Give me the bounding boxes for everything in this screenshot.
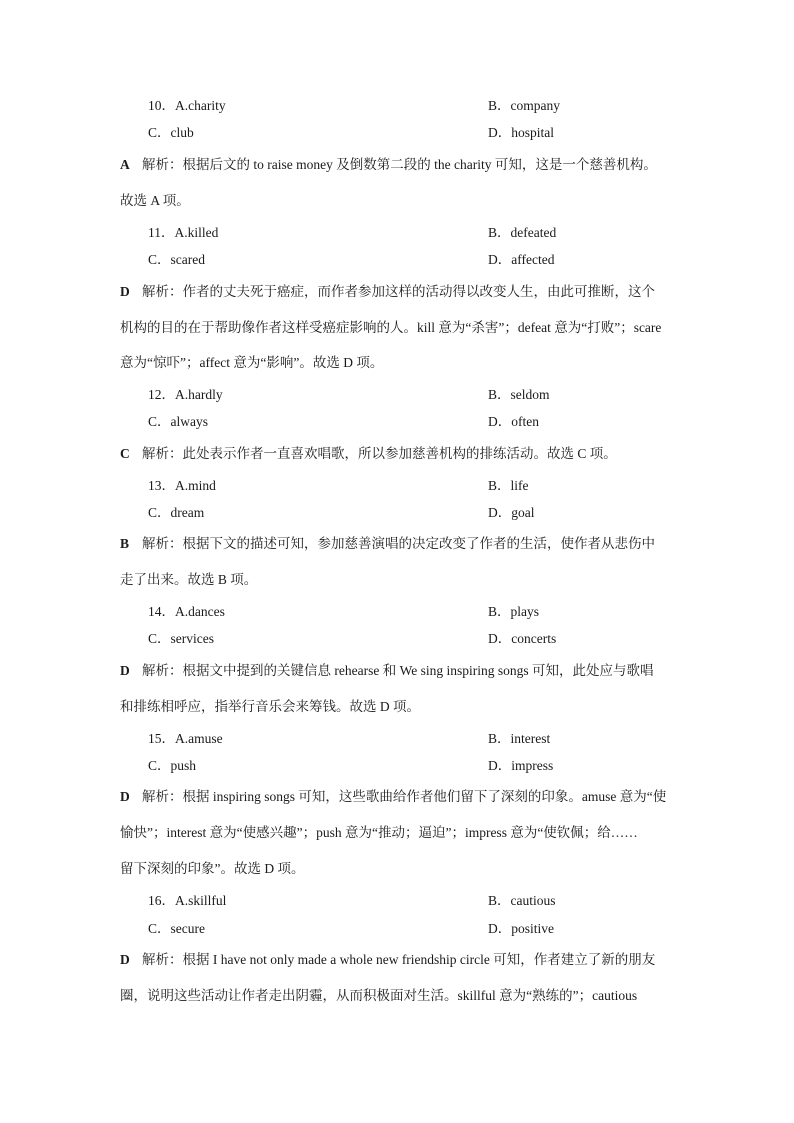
explanation-line xyxy=(120,860,680,878)
option-d: D．goal xyxy=(488,505,535,520)
explanation-text: 解析：此处表示作者一直喜欢唱歌，所以参加慈善机构的排练活动。故选 C 项。 xyxy=(142,446,617,461)
explanation-text: 解析：根据 inspiring songs 可知，这些歌曲给作者他们留下了深刻的印象。amuse 意为“使 xyxy=(142,789,667,804)
option-c: C．always xyxy=(148,414,208,429)
option-d: D．impress xyxy=(488,758,554,773)
explanation-text: 解析：根据 I have not only made a whole new friendship circle 可知，作者建立了新的朋友 xyxy=(142,952,656,967)
explanation-text: 解析：根据文中提到的关键信息 rehearse 和 We sing inspiring songs 可知，此处应与歌唱 xyxy=(142,663,654,678)
explanation-line xyxy=(120,283,680,301)
answer-key: D xyxy=(120,284,130,299)
option-d: D．affected xyxy=(488,252,555,267)
answer-key: C xyxy=(120,446,130,461)
option-a: 16．A.skillful xyxy=(148,893,227,908)
explanation-line xyxy=(120,662,680,680)
option-b: B．company xyxy=(488,98,560,113)
explanation-line xyxy=(120,354,680,372)
option-b: B．defeated xyxy=(488,225,557,240)
option-a: 12．A.hardly xyxy=(148,387,223,402)
answer-key: B xyxy=(120,536,130,551)
explanation-text: 意为“惊吓”；affect 意为“影响”。故选 D 项。 xyxy=(120,355,384,370)
explanation-line xyxy=(120,535,680,553)
answer-key: D xyxy=(120,789,130,804)
explanation-text: 愉快”；interest 意为“使感兴趣”；push 意为“推动；逼迫”；impress 意为“使钦佩；给…… xyxy=(120,825,638,840)
explanation-line xyxy=(120,192,680,210)
explanation-line xyxy=(120,156,680,174)
answer-key: D xyxy=(120,663,130,678)
option-c: C．push xyxy=(148,758,197,773)
answer-key: A xyxy=(120,157,130,172)
explanation-text: 故选 A 项。 xyxy=(120,193,190,208)
explanation-text: 和排练相呼应，指举行音乐会来筹钱。故选 D 项。 xyxy=(120,699,420,714)
explanation-line xyxy=(120,788,680,806)
explanation-line xyxy=(120,319,680,337)
option-a: 13．A.mind xyxy=(148,478,216,493)
explanation-text: 圈，说明这些活动让作者走出阴霾，从而积极面对生活。skillful 意为“熟练的”；cautious xyxy=(120,988,638,1003)
answer-key: D xyxy=(120,952,130,967)
explanation-line xyxy=(120,698,680,716)
option-b: B．plays xyxy=(488,604,540,619)
explanation-line xyxy=(120,571,680,589)
explanation-line xyxy=(120,951,680,969)
explanation-text: 留下深刻的印象”。故选 D 项。 xyxy=(120,861,305,876)
option-c: C．dream xyxy=(148,505,205,520)
explanation-text: 解析：根据下文的描述可知，参加慈善演唱的决定改变了作者的生活，使作者从悲伤中 xyxy=(142,536,655,551)
option-a: 14．A.dances xyxy=(148,604,225,619)
explanation-text: 解析：根据后文的 to raise money 及倒数第二段的 the charity 可知，这是一个慈善机构。 xyxy=(142,157,657,172)
option-b: B．interest xyxy=(488,731,551,746)
explanation-line xyxy=(120,445,680,463)
explanation-line xyxy=(120,824,680,842)
explanation-line xyxy=(120,987,680,1005)
option-d: D．often xyxy=(488,414,539,429)
option-b: B．seldom xyxy=(488,387,550,402)
option-c: C．secure xyxy=(148,921,205,936)
option-c: C．scared xyxy=(148,252,205,267)
option-c: C．services xyxy=(148,631,214,646)
option-c: C．club xyxy=(148,125,194,140)
explanation-text: 解析：作者的丈夫死于癌症，而作者参加这样的活动得以改变人生，由此可推断，这个 xyxy=(142,284,655,299)
option-a: 10．A.charity xyxy=(148,98,226,113)
option-d: D．concerts xyxy=(488,631,557,646)
explanation-text: 机构的目的在于帮助像作者这样受癌症影响的人。kill 意为“杀害”；defeat 意为“打败”；scare xyxy=(120,320,662,335)
option-a: 11．A.killed xyxy=(148,225,219,240)
option-b: B．cautious xyxy=(488,893,556,908)
option-b: B．life xyxy=(488,478,529,493)
explanation-text: 走了出来。故选 B 项。 xyxy=(120,572,258,587)
option-a: 15．A.amuse xyxy=(148,731,223,746)
option-d: D．positive xyxy=(488,921,554,936)
option-d: D．hospital xyxy=(488,125,554,140)
